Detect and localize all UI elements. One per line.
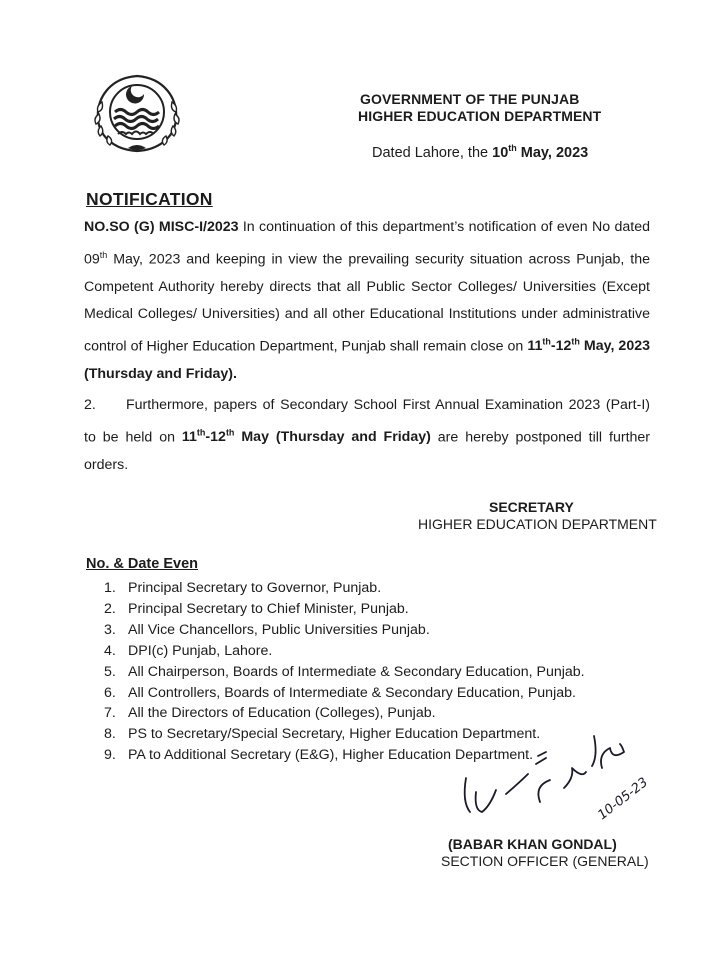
distribution-heading: No. & Date Even [86,556,198,572]
para2-sup2: th [225,427,235,438]
list-item [104,683,585,704]
signatory-department: HIGHER EDUCATION DEPARTMENT [418,516,657,532]
para2-number: 2. [84,397,96,413]
list-item [104,620,585,641]
list-item [104,703,585,724]
para1-sup-a: th [99,249,108,260]
list-item-text: All Controllers, Boards of Intermediate & Secondary Education, Punjab. [128,684,576,701]
list-item-number: 2. [104,600,116,617]
list-item-text: All Vice Chancellors, Public Universities Punjab. [128,621,430,638]
reference-number: NO.SO (G) MISC-I/2023 [84,219,239,235]
list-item [104,578,585,599]
list-item-text: All the Directors of Education (Colleges), Punjab. [128,705,436,722]
list-item [104,662,585,683]
department-heading: HIGHER EDUCATION DEPARTMENT [358,108,602,124]
handwritten-date: 10-05-23 [595,774,651,824]
para2-text-a: Furthermore, papers of Secondary School First Annual Examination 2023 (Part-I) to be held on [84,397,650,446]
list-item-number: 4. [104,642,116,659]
list-item-number: 7. [104,705,116,722]
dated-day: 10 [492,144,509,161]
para1-end: May, 2023 (Thursday and Friday). [84,338,650,382]
dated-rest: May, 2023 [516,144,589,161]
government-heading: GOVERNMENT OF THE PUNJAB [360,91,580,107]
notification-title: NOTIFICATION [86,189,213,209]
dated-prefix: Dated Lahore, the [372,144,493,161]
list-item-number: 5. [104,663,116,680]
list-item [104,641,585,662]
notification-paragraph-1 [84,214,650,388]
notification-paragraph-2 [84,392,650,479]
list-item-number: 3. [104,621,116,638]
dated-day-suffix: th [508,143,517,153]
para1-sup2: th [571,336,580,347]
punjab-emblem-logo [88,72,186,154]
officer-name: (BABAR KHAN GONDAL) [448,836,617,852]
list-item-text: PA to Additional Secretary (E&G), Higher Education Department. [128,747,534,764]
list-item-number: 8. [104,726,116,743]
dated-line [372,143,588,161]
para2-dash: -12 [205,429,226,446]
para2-sup1: th [196,427,206,438]
list-item-text: Principal Secretary to Chief Minister, Punjab. [128,600,409,617]
para1-text-a: In continuation of this department’s notification of even No dated 09 [84,219,650,268]
para1-sup1: th [542,336,551,347]
para2-end: May (Thursday and Friday) [234,429,431,446]
list-item-number: 9. [104,747,116,764]
list-item-number: 1. [104,580,116,596]
dated-date [492,145,588,161]
para2-text-b: are hereby postponed till further orders. [84,429,651,473]
para2-day1: 11 [181,429,197,446]
list-item [104,599,585,620]
officer-title: SECTION OFFICER (GENERAL) [441,853,649,869]
list-item-text: Principal Secretary to Governor, Punjab. [128,580,382,596]
postponed-dates [182,429,431,445]
para1-dash: -12 [550,338,572,355]
handwritten-signature [452,732,672,832]
para1-day1: 11 [527,338,543,355]
list-item-text: All Chairperson, Boards of Intermediate & Secondary Education, Punjab. [128,663,585,680]
list-item-text: DPI(c) Punjab, Lahore. [128,642,273,659]
list-item-text: PS to Secretary/Special Secretary, Higher Education Department. [128,726,541,743]
list-item-number: 6. [104,684,116,701]
signatory-title: SECRETARY [489,499,574,515]
para1-text-b: May, 2023 and keeping in view the prevailing security situation across Punjab, the Competent Authority hereby directs that all Public Sector Colleges/ Universities (Except Medical Colleges/ Universities) and all other Educational Institutions under administrative control of Higher Education Department, Punjab shall remain close on [84,251,650,355]
